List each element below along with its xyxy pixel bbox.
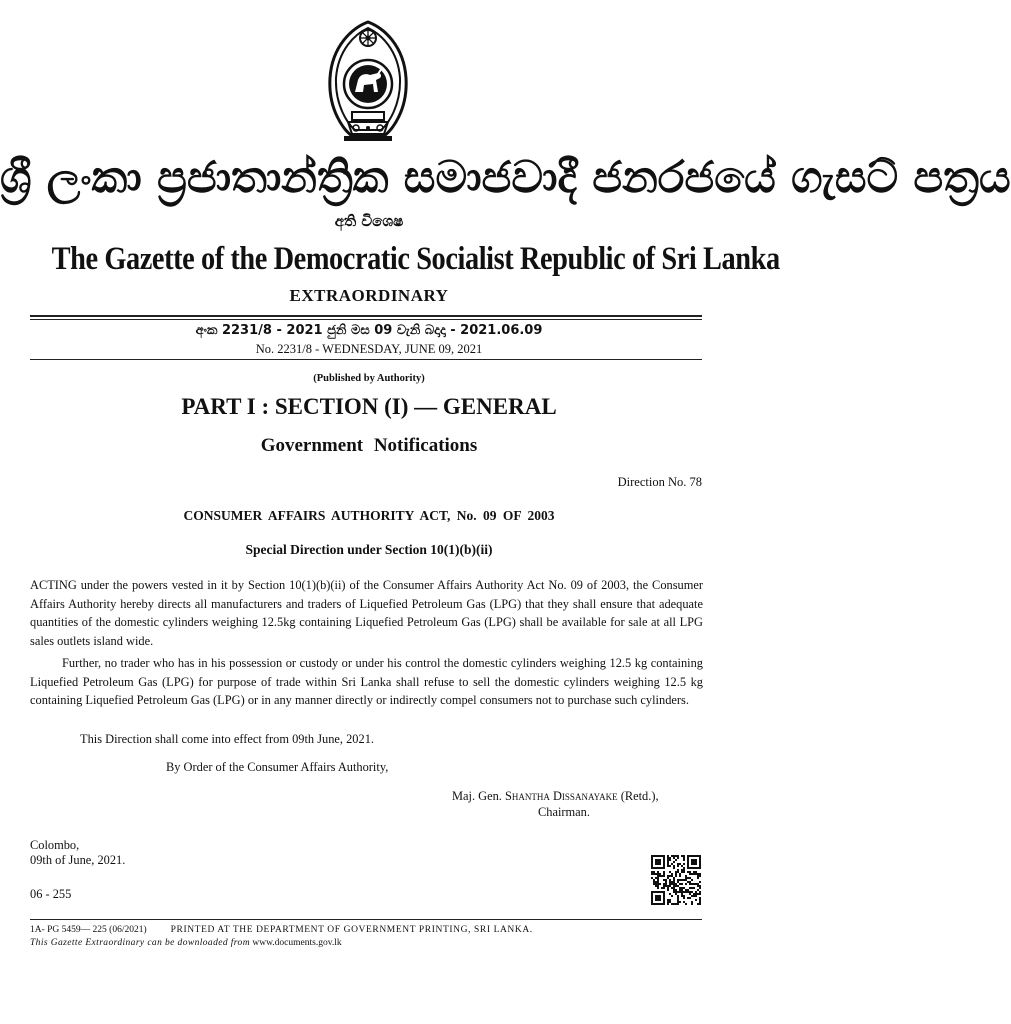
direction-number: Direction No. 78	[617, 475, 702, 489]
published-by-authority: (Published by Authority)	[313, 373, 425, 384]
printer-line: 1A- PG 5459— 225 (06/2021) PRINTED AT THE DEPARTMENT OF GOVERNMENT PRINTING, SRI LANKA.	[30, 925, 533, 935]
footer-rule	[30, 919, 702, 920]
issue-date: 09th of June, 2021.	[30, 853, 126, 867]
sri-lanka-emblem-icon	[322, 18, 414, 146]
masthead-rule-thin	[30, 319, 702, 320]
section-heading: Government Notifications	[260, 435, 478, 456]
signatory-name: Maj. Gen. Shantha Dissanayake (Retd.),	[452, 789, 659, 803]
gazette-sinhala-title: ශ්‍රී ලංකා ප්‍රජාතාන්ත්‍රික සමාජවාදී ජනරජයේ ගැසට් පත්‍රය	[0, 152, 1011, 203]
paragraph-acting: ACTING under the powers vested in it by Section 10(1)(b)(ii) of the Consumer Affairs Authority Act No. 09 of 2003, the Consumer Affairs Authority hereby directs all manufacturers and traders of Liquefied Petroleum Gas (LPG) that they shall ensure that adequate quantities of the domestic cylinders weighing 12.5kg containing Liquefied Petroleum Gas (LPG) shall be available for sale at all LPG sales outlets island wide.	[30, 578, 703, 648]
issue-place: Colombo,	[30, 838, 80, 852]
direction-subtitle: Special Direction under Section 10(1)(b)(ii)	[245, 542, 493, 557]
extraordinary-sinhala-label: අති විශෙෂ	[334, 212, 404, 230]
issue-rule	[30, 359, 702, 360]
download-link[interactable]: www.documents.gov.lk	[252, 938, 342, 948]
document-code: 06 - 255	[30, 887, 72, 901]
paragraph-effect: This Direction shall come into effect from 09th June, 2021.	[80, 732, 374, 746]
paragraph-order: By Order of the Consumer Affairs Authority,	[166, 760, 389, 774]
qr-code-icon	[651, 855, 701, 905]
act-title: CONSUMER AFFAIRS AUTHORITY ACT, No. 09 OF 2003	[183, 508, 555, 523]
extraordinary-label: EXTRAORDINARY	[289, 286, 449, 305]
gazette-english-title: The Gazette of the Democratic Socialist Republic of Sri Lanka	[51, 241, 780, 277]
signatory-title: Chairman.	[538, 805, 590, 819]
part-heading: PART I : SECTION (I) — GENERAL	[181, 394, 557, 419]
issue-line-english: No. 2231/8 - WEDNESDAY, JUNE 09, 2021	[255, 342, 483, 356]
masthead-rule-thick	[30, 315, 702, 317]
issue-line-sinhala: අංක 2231/8 - 2021 ජුනි මස 09 වැනි බදාදා - 2021.06.09	[195, 323, 543, 338]
paragraph-further: Further, no trader who has in his possession or custody or under his control the domestic cylinders weighing 12.5 kg containing Liquefied Petroleum Gas (LPG) for purpose of trade within Sri Lanka shall refuse to sell the domestic cylinders weighing 12.5 kg containing Liquefied Petroleum Gas (LPG) or in any manner directly or indirectly compel consumers not to purchase such cylinders.	[30, 656, 703, 707]
download-note: This Gazette Extraordinary can be downloaded from www.documents.gov.lk	[30, 938, 342, 948]
